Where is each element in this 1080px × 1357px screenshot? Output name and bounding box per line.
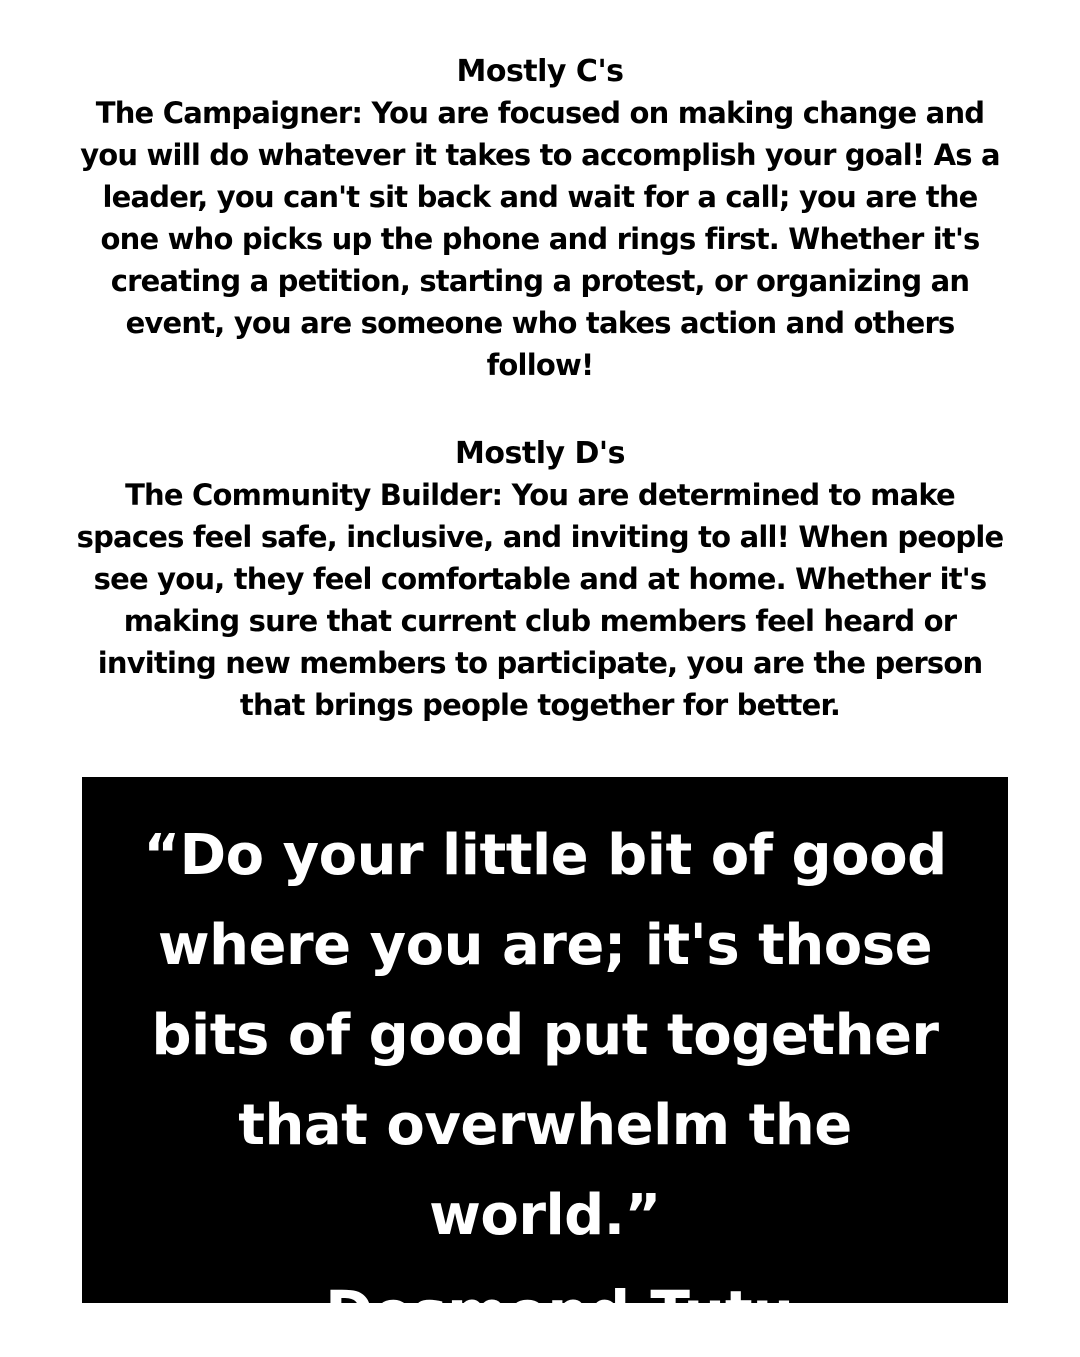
result-heading: Mostly D's bbox=[455, 436, 625, 471]
result-description bbox=[70, 474, 1010, 726]
quote-text: “Do your little bit of good where you are; it's those bits of good put together that overwhelm the world.” bbox=[143, 823, 947, 1248]
result-label: The Community Builder: bbox=[125, 478, 503, 512]
result-mostly-c bbox=[70, 52, 1010, 386]
result-text: You are focused on making change and you will do whatever it takes to accomplish your goal! As a leader, you can't sit back and wait for a call; you are the one who picks up the phone and rings first. Whether it's creating a petition, starting a protest, or organizing an event, you are someone who takes action and others follow! bbox=[80, 96, 1000, 382]
result-label: The Campaigner: bbox=[95, 96, 363, 130]
result-mostly-d bbox=[70, 434, 1010, 726]
result-text: You are determined to make spaces feel safe, inclusive, and inviting to all! When people see you, they feel comfortable and at home. Whether it's making sure that current club members feel heard or inviting new members to participate, you are the person that brings people together for better. bbox=[76, 478, 1004, 722]
quote-author: –Desmond Tutu bbox=[296, 1278, 794, 1346]
result-heading: Mostly C's bbox=[456, 54, 624, 89]
quote-box bbox=[82, 777, 1008, 1346]
result-description bbox=[70, 92, 1010, 386]
